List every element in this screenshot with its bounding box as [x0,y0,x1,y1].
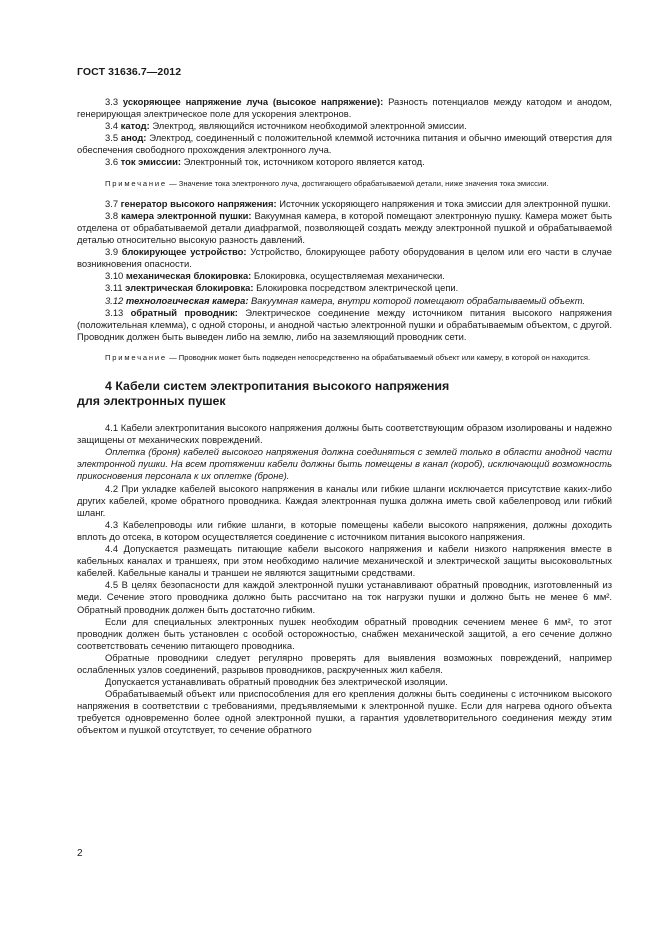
paragraph-4-4: 4.4 Допускается размещать питающие кабели высокого напряжения и кабели низкого напряжения вместе в кабельных каналах и траншеях, при этом необходимо наличие механической и электрической защиты высоковольтных кабелей. Кабельные каналы и траншеи не являются защитными средствами. [77,543,612,579]
term-definition: Вакуумная камера, внутри которой помещают обрабатываемый объект. [251,294,586,306]
term-number: 3.13 [105,306,124,318]
term-definition: Электрод, являющийся источником необходимой электронной эмиссии. [152,120,467,132]
paragraph-4-5-c: Обратные проводники следует регулярно проверять для выявления возможных повреждений, например ослабленных узлов соединений, разрывов проводников, раскрученных жил кабеля. [77,651,612,675]
term-number: 3.10 [105,270,124,282]
term-definition: Источник ускоряющего напряжения и тока эмиссии для электронной пушки. [279,197,611,209]
term-definition: Электронный ток, источником которого является катод. [183,156,425,168]
term-number: 3.9 [105,246,119,258]
term-definition: Блокировка посредством электрической цепи. [256,282,459,294]
term-number: 3.3 [105,96,119,107]
paragraph-4-5-d: Допускается устанавливать обратный проводник без электрической изоляции. [105,676,448,688]
term-definition: Блокировка, осуществляемая механически. [253,270,445,282]
term-3-10 [77,270,612,282]
term-3-8 [77,210,612,246]
paragraph-4-5-e: Обрабатываемый объект или приспособления для его крепления должны быть соединены с источником высокого напряжения в соответствии с требованиями, предъявляемыми к электронной пушке. Если для нагрева одного объекта требуется одновременно более одной электронной пушки, а гарантия удовлетворительного соединения между этим объектом и пушкой отсутствует, то сечение обратного [77,688,612,736]
note-text: — Проводник может быть подведен непосредственно на обрабатываемый объект или камеру, в которой он находится. [169,352,591,362]
term-name: камера электронной пушки: [120,209,252,221]
paragraph-4-5: 4.5 В целях безопасности для каждой электронной пушки устанавливают обратный проводник, изготовленный из меди. Сечение этого проводника должно быть рассчитано на ток нагрузки пушки и должно быть не менее 6 мм². Обратный проводник должен быть достаточно гибким. [77,579,612,615]
term-name: генератор высокого напряжения: [120,197,277,209]
note-label: Примечание [105,178,167,188]
term-name: ток эмиссии: [120,156,181,168]
paragraph-4-2: 4.2 При укладке кабелей высокого напряжения в каналы или гибкие шланги исключается присутствие каких-либо других кабелей, кроме обратного проводника. Каждая электронная пушка должна иметь свой кабелепровод или гибкий шланг. [77,482,612,518]
term-name: технологическая камера: [125,294,249,306]
document-body [77,96,612,737]
term-name: ускоряющее напряжение луча (высокое напряжение): [122,96,384,107]
term-3-13 [77,307,612,343]
note-label: Примечание [105,352,167,362]
term-definition: Вакуумная камера, в которой помещают электронную пушку. Камера может быть отделена от обрабатываемой детали диафрагмой, позволяющей создать между электронной пушкой и обрабатываемой деталью относительно высокую разность давлений. [77,209,613,246]
term-definition: Электрическое соединение между источником питания высокого напряжения (положительная клемма), с одной стороны, и анодной частью электронной пушки и обрабатываемым объектом, с другой. Проводник должен быть выведен либо на землю, либо на заземляющий проводник сети. [77,306,612,342]
note-text: — Значение тока электронного луча, достигающего обрабатываемой детали, ниже значения тока эмиссии. [169,178,549,188]
term-name: блокирующее устройство: [121,246,247,258]
paragraph-4-1: 4.1 Кабели электропитания высокого напряжения должны быть соответствующим образом изолированы и надежно защищены от механических повреждений. [77,422,612,446]
term-number: 3.12 [105,294,124,306]
section-title-line-2: для электронных пушек [77,394,226,409]
term-3-9 [77,246,612,270]
term-3-3 [77,96,612,120]
term-3-11 [77,282,612,294]
term-definition: Разность потенциалов между катодом и анодом, генерирующая электрическое поле для ускорения электронов. [77,96,612,120]
term-3-4 [77,120,612,132]
term-3-5 [77,132,612,156]
note-3-13 [77,352,612,363]
term-number: 3.6 [105,156,119,168]
term-number: 3.5 [105,132,119,144]
term-3-7 [77,198,612,210]
term-name: анод: [120,132,147,144]
paragraph-4-5-b: Если для специальных электронных пушек необходим обратный проводник сечением менее 6 мм², то этот проводник должен быть установлен с особой осторожностью, снабжен механической защитой, а его сечение должно соответствовать сечению питающего проводника. [77,615,612,651]
term-number: 3.4 [105,120,119,132]
term-number: 3.8 [105,209,119,221]
term-definition: Электрод, соединенный с положительной клеммой источника питания и обычно имеющий отверстия для обеспечения свободного прохождения электронного луча. [77,132,612,156]
document-code-header: ГОСТ 31636.7—2012 [77,66,182,78]
term-name: катод: [120,120,150,132]
term-number: 3.11 [105,282,123,294]
term-definition: Устройство, блокирующее работу оборудования в целом или его части в случае возникновения опасности. [77,246,612,270]
term-3-12 [77,295,612,307]
page-number: 2 [77,848,83,859]
paragraph-4-3: 4.3 Кабелепроводы или гибкие шланги, в которые помещены кабели высокого напряжения, должны доходить вплоть до отсека, в котором осуществляется соединение с источником питания высокого напряжения. [77,518,612,542]
term-name: механическая блокировка: [125,270,252,282]
section-title-line-1: 4 Кабели систем электропитания высокого напряжения [105,379,450,394]
term-3-6 [77,156,612,168]
section-4-title [77,379,612,409]
note-3-6 [77,178,612,189]
term-name: электрическая блокировка: [125,282,254,294]
term-number: 3.7 [105,197,119,209]
term-name: обратный проводник: [130,306,238,318]
paragraph-4-1-italic: Оплетка (броня) кабелей высокого напряжения должна соединяться с землей только в области анодной части электронной пушки. На всем протяжении кабели должны быть помещены в канал (короб), исключающий возможность прикосновения персонала к их оплетке (броне). [77,446,612,482]
